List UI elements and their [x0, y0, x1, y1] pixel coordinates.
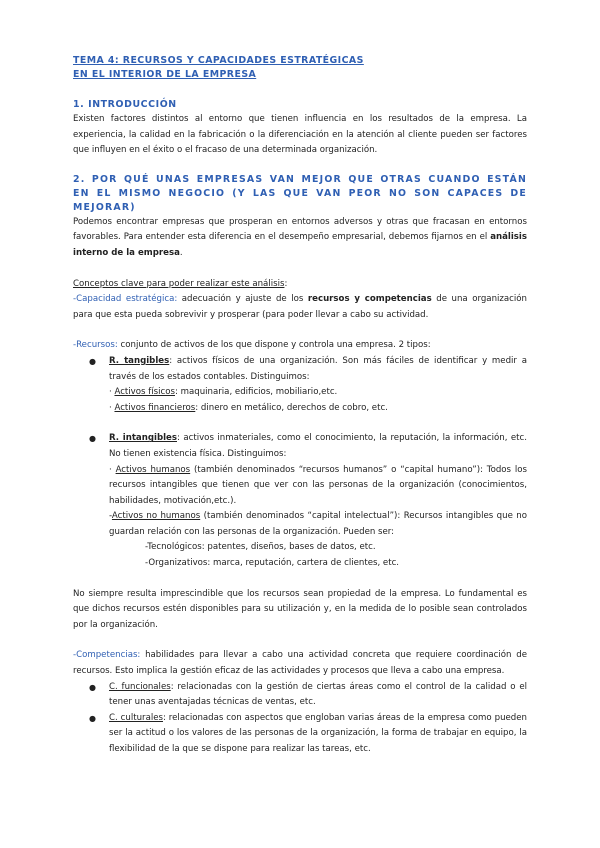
physical-assets-text: : maquinaria, edificios, mobiliario,etc. [174, 387, 338, 398]
bullet-icon: ● [89, 713, 96, 723]
human-assets-text: (también denominados “recursos humanos” o “capital humano”): Todos los recursos intangibles que tienen que ver con las personas de la organización (conocimientos, habilidades, motivación,etc.). [109, 464, 527, 506]
section2-text [73, 215, 527, 262]
human-assets-line [73, 463, 527, 510]
physical-assets-line [73, 385, 527, 401]
human-assets-label: Activos humanos [115, 464, 191, 475]
concepts-line [73, 277, 527, 293]
doc-title-line2: EN EL INTERIOR DE LA EMPRESA [73, 69, 257, 80]
competences-list [73, 680, 527, 758]
capacity-label: -Capacidad estratégica: [73, 294, 178, 305]
bullet-icon: ● [89, 682, 96, 692]
intangibles-label: R. intangibles [109, 433, 177, 444]
capacity-paragraph [73, 292, 527, 323]
doc-title-line1: TEMA 4: RECURSOS Y CAPACIDADES ESTRATÉGICAS [73, 55, 364, 66]
financial-assets-line [73, 401, 527, 417]
list-item-functional [73, 680, 527, 711]
financial-prefix: · [109, 402, 115, 413]
section1-text: Existen factores distintos al entorno que tienen influencia en los resultados de la empresa. La experiencia, la calidad en la fabricación o la diferenciación en la atención al cliente pueden ser factores que influyen en el éxito o el fracaso de una determinada organización. [73, 114, 527, 156]
list-item-tangibles [73, 354, 527, 385]
section2-end: . [179, 247, 183, 258]
functional-text: : relacionadas con la gestión de ciertas áreas como el control de la calidad o el tener unas aventajadas técnicas de ventas, etc. [109, 681, 527, 708]
resources-paragraph [73, 338, 527, 354]
capacity-text-a: adecuación y ajuste de los [177, 294, 308, 305]
physical-assets-label: Activos físicos [114, 387, 175, 398]
intangibles-text: : activos inmateriales, como el conocimiento, la reputación, la información, etc. No tienen existencia física. Distinguimos: [109, 433, 528, 459]
physical-prefix: · [109, 387, 115, 398]
tangibles-label: R. tangibles [109, 355, 170, 366]
document-body [73, 54, 527, 758]
capacity-bold: recursos y competencias [307, 294, 432, 305]
list-item-intangibles [73, 431, 527, 462]
cultural-label: C. culturales [109, 712, 163, 723]
functional-label: C. funcionales [109, 681, 171, 692]
human-prefix: · [109, 464, 116, 475]
nonhuman-prefix: - [109, 511, 112, 522]
financial-assets-text: : dinero en metálico, derechos de cobro, etc. [195, 402, 388, 413]
technological-line: -Tecnológicos: patentes, diseños, bases de datos, etc. [145, 542, 376, 553]
tangibles-text: : activos físicos de una organización. Son más fáciles de identificar y medir a través de los estados contables. Distinguimos: [109, 355, 527, 382]
organizational-line: -Organizativos: marca, reputación, cartera de clientes, etc. [145, 558, 400, 569]
nonhuman-assets-label: Activos no humanos [111, 511, 201, 522]
concepts-colon: : [284, 278, 288, 289]
financial-assets-label: Activos financieros [114, 402, 196, 413]
bullet-icon: ● [89, 434, 96, 444]
resources-text: conjunto de activos de los que dispone y controla una empresa. 2 tipos: [117, 340, 431, 351]
nonhuman-assets-text: (también denominados “capital intelectual”): Recursos intangibles que no guardan relación con las personas de la organización. Pueden ser: [109, 511, 527, 537]
bullet-icon: ● [89, 356, 96, 366]
intangibles-list [73, 431, 527, 462]
doc-title [73, 54, 527, 82]
concepts-label: Conceptos clave para poder realizar este análisis [73, 278, 285, 289]
competences-label: -Competencias: [73, 650, 141, 661]
section2-text-a: Podemos encontrar empresas que prosperan en entornos adversos y otras que fracasan en entornos favorables. Para entender esta diferencia en el desempeño empresarial, debemos fijarnos en el [73, 216, 527, 243]
competences-text: habilidades para llevar a cabo una actividad concreta que requiere coordinación de recursos. Esto implica la gestión eficaz de las actividades y procesos que lleva a cabo una empresa. [73, 650, 527, 677]
cultural-text: : relacionadas con aspectos que engloban varias áreas de la empresa como pueden ser la actitud o los valores de las personas de la organización, la forma de trabajar en equipo, la flexibilidad de la que se dispone para realizar las tareas, etc. [109, 712, 527, 754]
section1-heading: 1. INTRODUCCIÓN [73, 99, 177, 110]
capacity-text-b: de una organización para que esta pueda sobrevivir y prosperar (para poder llevar a cabo su actividad. [73, 294, 527, 320]
list-item-cultural [73, 711, 527, 758]
ownership-note: No siempre resulta imprescindible que los recursos sean propiedad de la empresa. Lo fundamental es que dichos recursos estén disponibles para su utilización y, en la medida de lo posible sean controlados por la organización. [73, 588, 527, 630]
resources-list [73, 354, 527, 385]
resources-label: -Recursos: [73, 340, 118, 351]
competences-paragraph [73, 648, 527, 679]
section2-bold: análisis interno de la empresa [73, 232, 527, 258]
section2-heading: 2. POR QUÉ UNAS EMPRESAS VAN MEJOR QUE OTRAS CUANDO ESTÁN EN EL MISMO NEGOCIO (Y LAS QUE VAN PEOR NO SON CAPACES DE MEJORAR) [73, 173, 527, 213]
nonhuman-assets-line [73, 509, 527, 540]
